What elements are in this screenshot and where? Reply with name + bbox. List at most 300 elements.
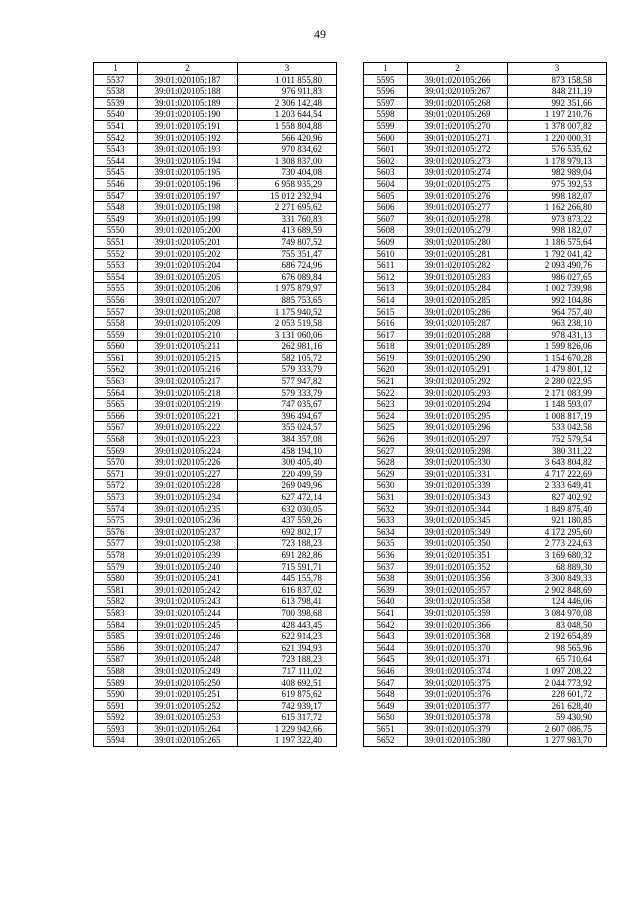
value-cell: 1 154 670,28 xyxy=(508,352,607,364)
value-cell: 6 958 935,29 xyxy=(238,178,337,190)
table-row xyxy=(364,538,607,550)
page-number: 49 xyxy=(314,27,326,41)
row-number-cell: 5577 xyxy=(94,538,138,550)
right-table-body xyxy=(364,63,607,747)
right-table xyxy=(363,62,607,747)
value-cell: 691 282,86 xyxy=(238,549,337,561)
row-number-cell: 5568 xyxy=(94,434,138,446)
row-number-cell: 5626 xyxy=(364,434,408,446)
cadastral-number-cell: 39:01:020105:239 xyxy=(138,549,238,561)
table-row xyxy=(94,665,337,677)
row-number-cell: 5603 xyxy=(364,167,408,179)
row-number-cell: 5622 xyxy=(364,387,408,399)
row-number-cell: 5620 xyxy=(364,364,408,376)
row-number-cell: 5563 xyxy=(94,376,138,388)
value-cell: 533 042,58 xyxy=(508,422,607,434)
cadastral-number-cell: 39:01:020105:236 xyxy=(138,515,238,527)
row-number-cell: 5572 xyxy=(94,480,138,492)
row-number-cell: 5613 xyxy=(364,283,408,295)
value-cell: 717 111,02 xyxy=(238,665,337,677)
value-cell: 68 889,30 xyxy=(508,561,607,573)
value-cell: 576 535,62 xyxy=(508,144,607,156)
table-row xyxy=(364,155,607,167)
value-cell: 1 220 000,31 xyxy=(508,132,607,144)
table-row xyxy=(364,619,607,631)
row-number-cell: 5648 xyxy=(364,689,408,701)
cadastral-number-cell: 39:01:020105:344 xyxy=(408,503,508,515)
value-cell: 458 194,10 xyxy=(238,445,337,457)
table-row xyxy=(364,735,607,747)
table-row xyxy=(94,318,337,330)
value-cell: 1 175 940,52 xyxy=(238,306,337,318)
value-cell: 1 162 266,80 xyxy=(508,202,607,214)
table-row xyxy=(364,236,607,248)
row-number-cell: 5651 xyxy=(364,723,408,735)
table-row xyxy=(364,457,607,469)
cadastral-number-cell: 39:01:020105:351 xyxy=(408,549,508,561)
value-cell: 1 558 804,88 xyxy=(238,120,337,132)
table-row xyxy=(364,202,607,214)
value-cell: 613 798,41 xyxy=(238,596,337,608)
table-row xyxy=(364,503,607,515)
row-number-cell: 5587 xyxy=(94,654,138,666)
table-row xyxy=(94,364,337,376)
cadastral-number-cell: 39:01:020105:379 xyxy=(408,723,508,735)
row-number-cell: 5650 xyxy=(364,712,408,724)
row-number-cell: 5607 xyxy=(364,213,408,225)
table-row xyxy=(364,318,607,330)
row-number-cell: 5582 xyxy=(94,596,138,608)
table-row xyxy=(94,271,337,283)
cadastral-number-cell: 39:01:020105:193 xyxy=(138,144,238,156)
table-row xyxy=(364,491,607,503)
value-cell: 1 479 801,12 xyxy=(508,364,607,376)
value-cell: 65 710,64 xyxy=(508,654,607,666)
row-number-cell: 5565 xyxy=(94,399,138,411)
row-number-cell: 5579 xyxy=(94,561,138,573)
cadastral-number-cell: 39:01:020105:211 xyxy=(138,341,238,353)
row-number-cell: 5633 xyxy=(364,515,408,527)
row-number-cell: 5646 xyxy=(364,665,408,677)
table-row xyxy=(94,352,337,364)
table-row xyxy=(94,74,337,86)
row-number-cell: 5574 xyxy=(94,503,138,515)
table-row xyxy=(364,109,607,121)
value-cell: 269 049,96 xyxy=(238,480,337,492)
cadastral-number-cell: 39:01:020105:370 xyxy=(408,642,508,654)
cadastral-number-cell: 39:01:020105:246 xyxy=(138,631,238,643)
cadastral-number-cell: 39:01:020105:276 xyxy=(408,190,508,202)
table-row xyxy=(364,573,607,585)
value-cell: 220 499,59 xyxy=(238,468,337,480)
value-cell: 262 981,16 xyxy=(238,341,337,353)
row-number-cell: 5634 xyxy=(364,526,408,538)
table-row xyxy=(94,561,337,573)
table-row xyxy=(364,410,607,422)
row-number-cell: 5643 xyxy=(364,631,408,643)
cadastral-number-cell: 39:01:020105:343 xyxy=(408,491,508,503)
cadastral-number-cell: 39:01:020105:271 xyxy=(408,132,508,144)
column-header: 2 xyxy=(138,63,238,75)
row-number-cell: 5539 xyxy=(94,97,138,109)
cadastral-number-cell: 39:01:020105:295 xyxy=(408,410,508,422)
table-row xyxy=(94,178,337,190)
row-number-cell: 5641 xyxy=(364,607,408,619)
row-number-cell: 5619 xyxy=(364,352,408,364)
cadastral-number-cell: 39:01:020105:280 xyxy=(408,236,508,248)
cadastral-number-cell: 39:01:020105:374 xyxy=(408,665,508,677)
row-number-cell: 5614 xyxy=(364,294,408,306)
table-row xyxy=(94,491,337,503)
value-cell: 2 053 519,58 xyxy=(238,318,337,330)
row-number-cell: 5558 xyxy=(94,318,138,330)
row-number-cell: 5618 xyxy=(364,341,408,353)
row-number-cell: 5566 xyxy=(94,410,138,422)
row-number-cell: 5537 xyxy=(94,74,138,86)
row-number-cell: 5629 xyxy=(364,468,408,480)
cadastral-number-cell: 39:01:020105:358 xyxy=(408,596,508,608)
cadastral-number-cell: 39:01:020105:247 xyxy=(138,642,238,654)
table-row xyxy=(94,712,337,724)
cadastral-number-cell: 39:01:020105:235 xyxy=(138,503,238,515)
cadastral-number-cell: 39:01:020105:198 xyxy=(138,202,238,214)
table-row xyxy=(94,329,337,341)
row-number-cell: 5546 xyxy=(94,178,138,190)
table-row xyxy=(364,132,607,144)
value-cell: 2 271 695,62 xyxy=(238,202,337,214)
value-cell: 2 333 649,41 xyxy=(508,480,607,492)
row-number-cell: 5609 xyxy=(364,236,408,248)
row-number-cell: 5647 xyxy=(364,677,408,689)
value-cell: 998 182,07 xyxy=(508,225,607,237)
cadastral-number-cell: 39:01:020105:265 xyxy=(138,735,238,747)
table-row xyxy=(364,364,607,376)
value-cell: 752 579,54 xyxy=(508,434,607,446)
table-row xyxy=(364,329,607,341)
cadastral-number-cell: 39:01:020105:270 xyxy=(408,120,508,132)
row-number-cell: 5638 xyxy=(364,573,408,585)
cadastral-number-cell: 39:01:020105:266 xyxy=(408,74,508,86)
value-cell: 582 105,72 xyxy=(238,352,337,364)
row-number-cell: 5616 xyxy=(364,318,408,330)
table-row xyxy=(364,631,607,643)
table-row xyxy=(364,689,607,701)
cadastral-number-cell: 39:01:020105:290 xyxy=(408,352,508,364)
cadastral-number-cell: 39:01:020105:277 xyxy=(408,202,508,214)
row-number-cell: 5610 xyxy=(364,248,408,260)
value-cell: 627 472,14 xyxy=(238,491,337,503)
value-cell: 755 351,47 xyxy=(238,248,337,260)
row-number-cell: 5578 xyxy=(94,549,138,561)
cadastral-number-cell: 39:01:020105:296 xyxy=(408,422,508,434)
table-row xyxy=(94,445,337,457)
table-row xyxy=(364,283,607,295)
table-row xyxy=(364,399,607,411)
cadastral-number-cell: 39:01:020105:281 xyxy=(408,248,508,260)
row-number-cell: 5595 xyxy=(364,74,408,86)
cadastral-number-cell: 39:01:020105:189 xyxy=(138,97,238,109)
cadastral-number-cell: 39:01:020105:191 xyxy=(138,120,238,132)
cadastral-number-cell: 39:01:020105:283 xyxy=(408,271,508,283)
value-cell: 2 280 022,95 xyxy=(508,376,607,388)
cadastral-number-cell: 39:01:020105:190 xyxy=(138,109,238,121)
value-cell: 1 148 593,07 xyxy=(508,399,607,411)
cadastral-number-cell: 39:01:020105:377 xyxy=(408,700,508,712)
value-cell: 1 011 855,80 xyxy=(238,74,337,86)
value-cell: 1 792 041,42 xyxy=(508,248,607,260)
value-cell: 848 211,19 xyxy=(508,86,607,98)
row-number-cell: 5548 xyxy=(94,202,138,214)
value-cell: 59 430,90 xyxy=(508,712,607,724)
table-row xyxy=(364,294,607,306)
value-cell: 396 494,67 xyxy=(238,410,337,422)
value-cell: 964 757,40 xyxy=(508,306,607,318)
cadastral-number-cell: 39:01:020105:238 xyxy=(138,538,238,550)
table-row xyxy=(94,468,337,480)
cadastral-number-cell: 39:01:020105:298 xyxy=(408,445,508,457)
cadastral-number-cell: 39:01:020105:248 xyxy=(138,654,238,666)
column-header: 1 xyxy=(364,63,408,75)
row-number-cell: 5602 xyxy=(364,155,408,167)
value-cell: 632 030,05 xyxy=(238,503,337,515)
table-row xyxy=(94,236,337,248)
cadastral-number-cell: 39:01:020105:285 xyxy=(408,294,508,306)
table-row xyxy=(94,387,337,399)
value-cell: 742 939,17 xyxy=(238,700,337,712)
value-cell: 1 849 875,40 xyxy=(508,503,607,515)
value-cell: 331 760,83 xyxy=(238,213,337,225)
row-number-cell: 5547 xyxy=(94,190,138,202)
value-cell: 300 405,40 xyxy=(238,457,337,469)
value-cell: 1 975 879,97 xyxy=(238,283,337,295)
table-row xyxy=(364,74,607,86)
row-number-cell: 5642 xyxy=(364,619,408,631)
value-cell: 885 753,65 xyxy=(238,294,337,306)
row-number-cell: 5576 xyxy=(94,526,138,538)
row-number-cell: 5567 xyxy=(94,422,138,434)
value-cell: 577 947,82 xyxy=(238,376,337,388)
cadastral-number-cell: 39:01:020105:371 xyxy=(408,654,508,666)
cadastral-number-cell: 39:01:020105:289 xyxy=(408,341,508,353)
table-row xyxy=(364,271,607,283)
row-number-cell: 5540 xyxy=(94,109,138,121)
cadastral-number-cell: 39:01:020105:241 xyxy=(138,573,238,585)
table-row xyxy=(94,607,337,619)
row-number-cell: 5597 xyxy=(364,97,408,109)
table-row xyxy=(364,584,607,596)
row-number-cell: 5612 xyxy=(364,271,408,283)
value-cell: 616 837,02 xyxy=(238,584,337,596)
row-number-cell: 5554 xyxy=(94,271,138,283)
value-cell: 1 197 322,40 xyxy=(238,735,337,747)
cadastral-number-cell: 39:01:020105:359 xyxy=(408,607,508,619)
row-number-cell: 5562 xyxy=(94,364,138,376)
table-row xyxy=(94,341,337,353)
row-number-cell: 5552 xyxy=(94,248,138,260)
table-row xyxy=(364,607,607,619)
table-row xyxy=(364,86,607,98)
row-number-cell: 5604 xyxy=(364,178,408,190)
row-number-cell: 5585 xyxy=(94,631,138,643)
row-number-cell: 5569 xyxy=(94,445,138,457)
cadastral-number-cell: 39:01:020105:228 xyxy=(138,480,238,492)
cadastral-number-cell: 39:01:020105:292 xyxy=(408,376,508,388)
table-row xyxy=(94,515,337,527)
cadastral-number-cell: 39:01:020105:207 xyxy=(138,294,238,306)
value-cell: 2 192 654,89 xyxy=(508,631,607,643)
value-cell: 975 392,53 xyxy=(508,178,607,190)
table-row xyxy=(94,410,337,422)
row-number-cell: 5553 xyxy=(94,260,138,272)
value-cell: 445 155,78 xyxy=(238,573,337,585)
table-row xyxy=(364,376,607,388)
cadastral-number-cell: 39:01:020105:269 xyxy=(408,109,508,121)
value-cell: 1 097 208,22 xyxy=(508,665,607,677)
row-number-cell: 5624 xyxy=(364,410,408,422)
cadastral-number-cell: 39:01:020105:200 xyxy=(138,225,238,237)
value-cell: 998 182,07 xyxy=(508,190,607,202)
row-number-cell: 5608 xyxy=(364,225,408,237)
cadastral-number-cell: 39:01:020105:272 xyxy=(408,144,508,156)
table-row xyxy=(94,631,337,643)
cadastral-number-cell: 39:01:020105:217 xyxy=(138,376,238,388)
value-cell: 992 351,66 xyxy=(508,97,607,109)
table-row xyxy=(364,248,607,260)
header-row xyxy=(94,63,337,75)
row-number-cell: 5545 xyxy=(94,167,138,179)
cadastral-number-cell: 39:01:020105:275 xyxy=(408,178,508,190)
table-row xyxy=(364,97,607,109)
cadastral-number-cell: 39:01:020105:224 xyxy=(138,445,238,457)
cadastral-number-cell: 39:01:020105:286 xyxy=(408,306,508,318)
value-cell: 437 559,26 xyxy=(238,515,337,527)
column-header: 3 xyxy=(238,63,337,75)
cadastral-number-cell: 39:01:020105:194 xyxy=(138,155,238,167)
row-number-cell: 5621 xyxy=(364,376,408,388)
cadastral-number-cell: 39:01:020105:287 xyxy=(408,318,508,330)
value-cell: 2 171 083,99 xyxy=(508,387,607,399)
table-row xyxy=(94,503,337,515)
cadastral-number-cell: 39:01:020105:215 xyxy=(138,352,238,364)
table-row xyxy=(364,341,607,353)
value-cell: 579 333,79 xyxy=(238,364,337,376)
table-row xyxy=(364,225,607,237)
value-cell: 723 188,23 xyxy=(238,654,337,666)
row-number-cell: 5592 xyxy=(94,712,138,724)
row-number-cell: 5538 xyxy=(94,86,138,98)
table-row xyxy=(94,260,337,272)
cadastral-number-cell: 39:01:020105:368 xyxy=(408,631,508,643)
cadastral-number-cell: 39:01:020105:243 xyxy=(138,596,238,608)
cadastral-number-cell: 39:01:020105:279 xyxy=(408,225,508,237)
value-cell: 992 104,86 xyxy=(508,294,607,306)
cadastral-number-cell: 39:01:020105:237 xyxy=(138,526,238,538)
value-cell: 976 911,83 xyxy=(238,86,337,98)
table-row xyxy=(364,120,607,132)
value-cell: 3 300 849,33 xyxy=(508,573,607,585)
value-cell: 566 420,96 xyxy=(238,132,337,144)
row-number-cell: 5625 xyxy=(364,422,408,434)
row-number-cell: 5550 xyxy=(94,225,138,237)
cadastral-number-cell: 39:01:020105:278 xyxy=(408,213,508,225)
column-header: 3 xyxy=(508,63,607,75)
table-row xyxy=(364,526,607,538)
header-row xyxy=(364,63,607,75)
cadastral-number-cell: 39:01:020105:197 xyxy=(138,190,238,202)
table-row xyxy=(364,642,607,654)
value-cell: 692 802,17 xyxy=(238,526,337,538)
cadastral-number-cell: 39:01:020105:240 xyxy=(138,561,238,573)
cadastral-number-cell: 39:01:020105:350 xyxy=(408,538,508,550)
cadastral-number-cell: 39:01:020105:376 xyxy=(408,689,508,701)
table-row xyxy=(364,445,607,457)
value-cell: 3 084 970,08 xyxy=(508,607,607,619)
value-cell: 615 317,72 xyxy=(238,712,337,724)
table-row xyxy=(94,422,337,434)
table-row xyxy=(94,642,337,654)
table-row xyxy=(94,723,337,735)
value-cell: 1 378 007,82 xyxy=(508,120,607,132)
row-number-cell: 5573 xyxy=(94,491,138,503)
row-number-cell: 5544 xyxy=(94,155,138,167)
cadastral-number-cell: 39:01:020105:375 xyxy=(408,677,508,689)
left-table-body xyxy=(94,63,337,747)
row-number-cell: 5575 xyxy=(94,515,138,527)
row-number-cell: 5639 xyxy=(364,584,408,596)
cadastral-number-cell: 39:01:020105:356 xyxy=(408,573,508,585)
cadastral-number-cell: 39:01:020105:378 xyxy=(408,712,508,724)
value-cell: 921 180,85 xyxy=(508,515,607,527)
cadastral-number-cell: 39:01:020105:345 xyxy=(408,515,508,527)
table-row xyxy=(364,306,607,318)
value-cell: 676 089,84 xyxy=(238,271,337,283)
table-row xyxy=(94,654,337,666)
row-number-cell: 5628 xyxy=(364,457,408,469)
row-number-cell: 5615 xyxy=(364,306,408,318)
row-number-cell: 5586 xyxy=(94,642,138,654)
table-row xyxy=(364,549,607,561)
table-row xyxy=(364,561,607,573)
row-number-cell: 5589 xyxy=(94,677,138,689)
value-cell: 1 186 575,64 xyxy=(508,236,607,248)
cadastral-number-cell: 39:01:020105:209 xyxy=(138,318,238,330)
cadastral-number-cell: 39:01:020105:366 xyxy=(408,619,508,631)
row-number-cell: 5551 xyxy=(94,236,138,248)
table-row xyxy=(364,422,607,434)
table-row xyxy=(94,619,337,631)
row-number-cell: 5570 xyxy=(94,457,138,469)
cadastral-number-cell: 39:01:020105:244 xyxy=(138,607,238,619)
cadastral-number-cell: 39:01:020105:210 xyxy=(138,329,238,341)
cadastral-number-cell: 39:01:020105:218 xyxy=(138,387,238,399)
row-number-cell: 5631 xyxy=(364,491,408,503)
row-number-cell: 5600 xyxy=(364,132,408,144)
table-row xyxy=(364,352,607,364)
cadastral-number-cell: 39:01:020105:206 xyxy=(138,283,238,295)
table-row xyxy=(94,306,337,318)
cadastral-number-cell: 39:01:020105:273 xyxy=(408,155,508,167)
value-cell: 982 989,04 xyxy=(508,167,607,179)
column-header: 2 xyxy=(408,63,508,75)
cadastral-number-cell: 39:01:020105:330 xyxy=(408,457,508,469)
value-cell: 1 002 739,98 xyxy=(508,283,607,295)
table-row xyxy=(94,376,337,388)
row-number-cell: 5541 xyxy=(94,120,138,132)
cadastral-number-cell: 39:01:020105:219 xyxy=(138,399,238,411)
row-number-cell: 5543 xyxy=(94,144,138,156)
value-cell: 2 902 848,69 xyxy=(508,584,607,596)
row-number-cell: 5640 xyxy=(364,596,408,608)
